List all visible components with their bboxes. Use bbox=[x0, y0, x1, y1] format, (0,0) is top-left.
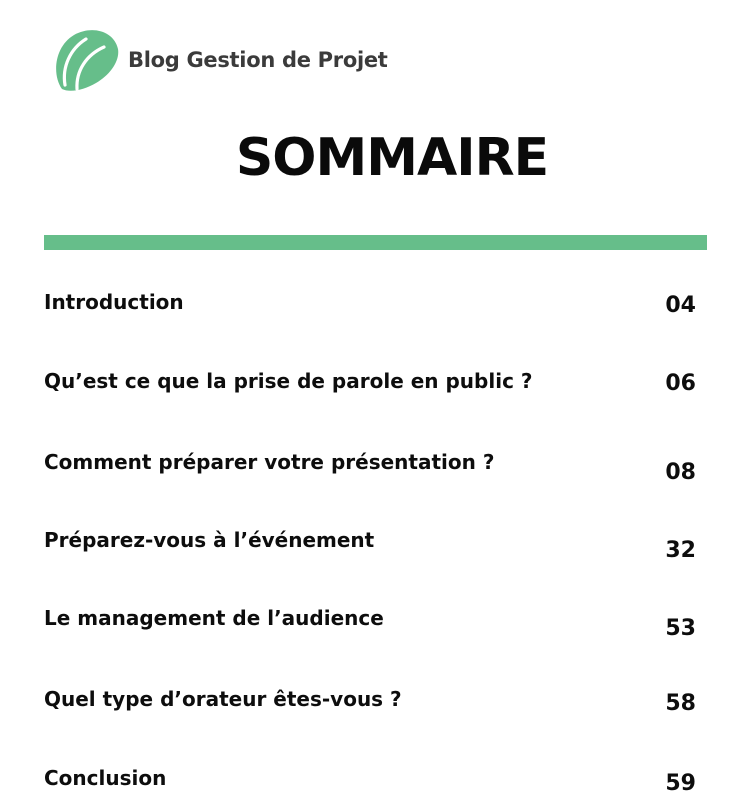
toc-entry-page: 58 bbox=[665, 691, 696, 716]
toc-entry-introduction[interactable] bbox=[44, 288, 696, 328]
toc-entry-label: Comment préparer votre présentation ? bbox=[44, 450, 495, 474]
toc-entry-label: Conclusion bbox=[44, 766, 167, 790]
toc-entry-label: Quel type d’orateur êtes-vous ? bbox=[44, 687, 402, 711]
page-title: SOMMAIRE bbox=[235, 128, 549, 188]
brand-logo bbox=[52, 27, 388, 93]
toc-entry-page: 08 bbox=[665, 460, 696, 485]
toc-entry-conclusion[interactable] bbox=[44, 764, 696, 804]
toc-entry-page: 59 bbox=[665, 771, 696, 796]
toc-entry-orateur[interactable] bbox=[44, 685, 696, 725]
toc-entry-page: 32 bbox=[665, 538, 696, 563]
toc-entry-preparer-presentation[interactable] bbox=[44, 448, 696, 488]
toc-entry-label: Qu’est ce que la prise de parole en public ? bbox=[44, 369, 533, 393]
brand-name: Blog Gestion de Projet bbox=[128, 48, 388, 72]
toc-entry-prise-de-parole[interactable] bbox=[44, 367, 696, 407]
toc-entry-page: 06 bbox=[665, 371, 696, 396]
divider-bar bbox=[44, 235, 707, 250]
toc-entry-label: Introduction bbox=[44, 290, 184, 314]
toc-entry-page: 04 bbox=[665, 293, 696, 318]
toc-entry-label: Préparez-vous à l’événement bbox=[44, 528, 375, 552]
toc-entry-evenement[interactable] bbox=[44, 526, 696, 566]
leaf-logo-icon bbox=[52, 27, 120, 93]
toc-entry-page: 53 bbox=[665, 616, 696, 641]
toc-entry-label: Le management de l’audience bbox=[44, 606, 384, 630]
toc-entry-audience[interactable] bbox=[44, 604, 696, 644]
